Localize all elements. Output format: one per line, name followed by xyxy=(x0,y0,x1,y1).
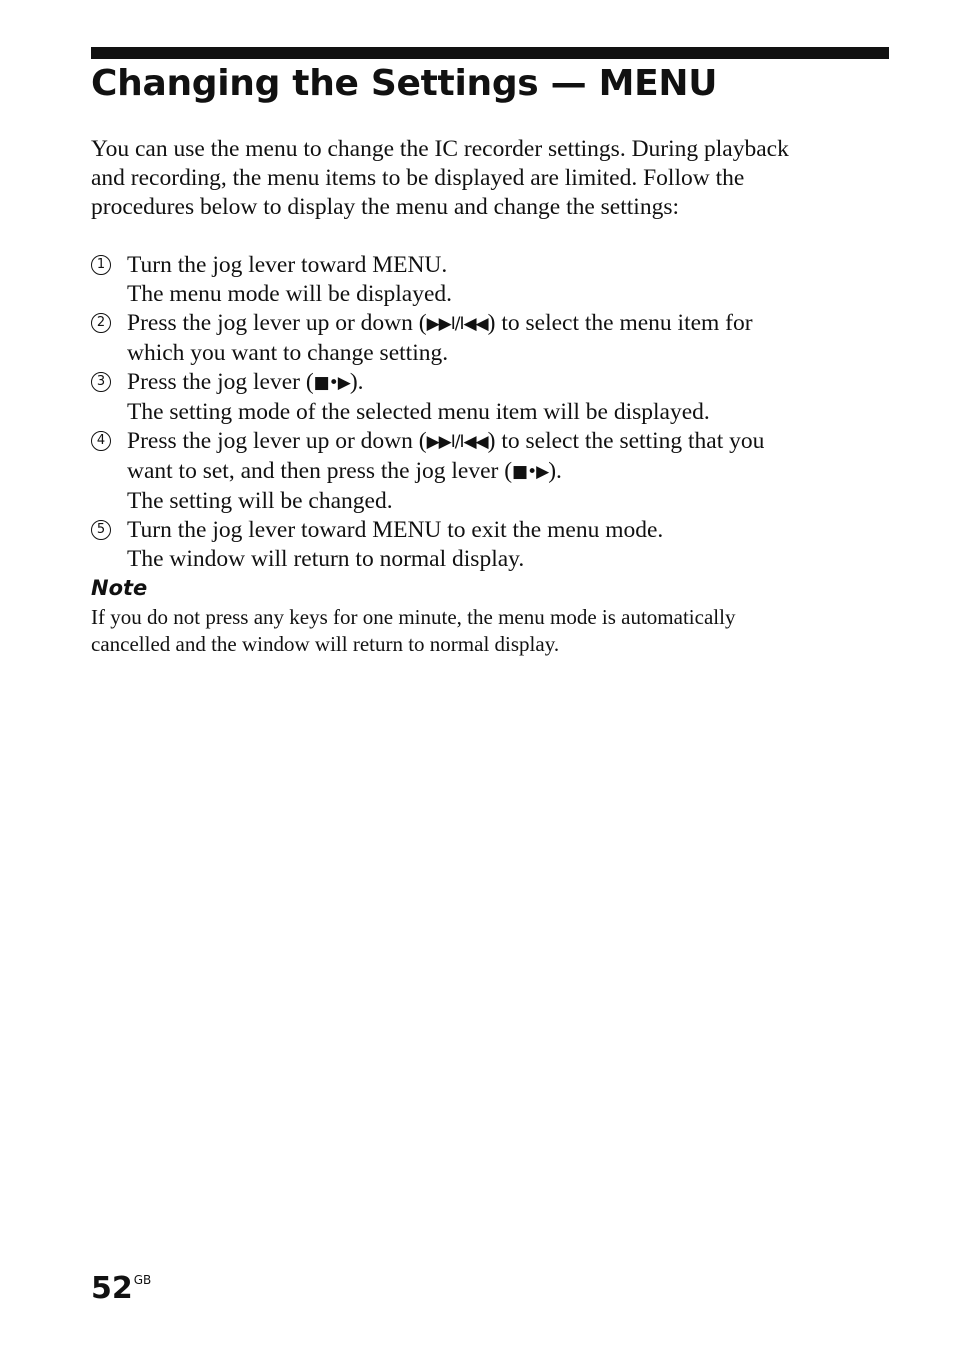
step-number-badge: 3 xyxy=(91,372,111,392)
intro-line: You can use the menu to change the IC recorder settings. During playback xyxy=(91,136,789,162)
step-result: The menu mode will be displayed. xyxy=(127,281,453,307)
step-result: The setting mode of the selected menu item will be displayed. xyxy=(127,399,710,425)
step-text xyxy=(127,457,891,487)
skip-forward-backward-icon: ▶▶I/I◀◀ xyxy=(426,432,488,452)
step-result: The window will return to normal display. xyxy=(127,546,525,572)
stop-play-icon: ■•▶ xyxy=(512,462,549,482)
step-text-part: Press the jog lever up or down ( xyxy=(127,428,427,454)
step-number-badge: 2 xyxy=(91,313,111,333)
title-rule xyxy=(91,47,889,59)
note-line: cancelled and the window will return to normal display. xyxy=(91,632,560,656)
note-line: If you do not press any keys for one minute, the menu mode is automatically xyxy=(91,605,736,629)
step-text-part: ). xyxy=(548,458,562,484)
step-text-part: Press the jog lever up or down ( xyxy=(127,310,427,336)
step-text-part: Press the jog lever ( xyxy=(127,369,314,395)
step-number-badge: 4 xyxy=(91,431,111,451)
step-5 xyxy=(91,516,891,574)
page-number-value: 52 xyxy=(91,1271,133,1306)
step-1 xyxy=(91,251,891,309)
step-result: The setting will be changed. xyxy=(127,488,393,514)
page-number xyxy=(91,1262,151,1307)
note-body xyxy=(91,604,891,658)
stop-play-icon: ■•▶ xyxy=(313,373,350,393)
intro-line: procedures below to display the menu and change the settings: xyxy=(91,194,679,220)
step-number-badge: 5 xyxy=(91,520,111,540)
step-text-part: ) to select the menu item for xyxy=(487,310,753,336)
step-text-part: ) to select the setting that you xyxy=(487,428,765,454)
step-text: Turn the jog lever toward MENU to exit the menu mode. xyxy=(127,517,664,543)
skip-forward-backward-icon: ▶▶I/I◀◀ xyxy=(426,314,488,334)
step-text: Turn the jog lever toward MENU. xyxy=(127,252,448,278)
intro-line: and recording, the menu items to be displayed are limited. Follow the xyxy=(91,165,745,191)
step-2 xyxy=(91,309,891,368)
note-heading: Note xyxy=(91,576,148,600)
step-text-part: want to set, and then press the jog lever ( xyxy=(127,458,513,484)
page-title: Changing the Settings — MENU xyxy=(91,63,718,104)
intro-paragraph xyxy=(91,135,891,222)
step-text-part: ). xyxy=(349,369,364,395)
step-text xyxy=(127,368,891,398)
procedure-steps xyxy=(91,251,891,574)
page-number-suffix: GB xyxy=(133,1273,152,1287)
step-text: which you want to change setting. xyxy=(127,340,449,366)
step-text xyxy=(127,427,891,457)
step-3 xyxy=(91,368,891,427)
step-4 xyxy=(91,427,891,516)
step-text xyxy=(127,309,891,339)
step-number-badge: 1 xyxy=(91,255,111,275)
